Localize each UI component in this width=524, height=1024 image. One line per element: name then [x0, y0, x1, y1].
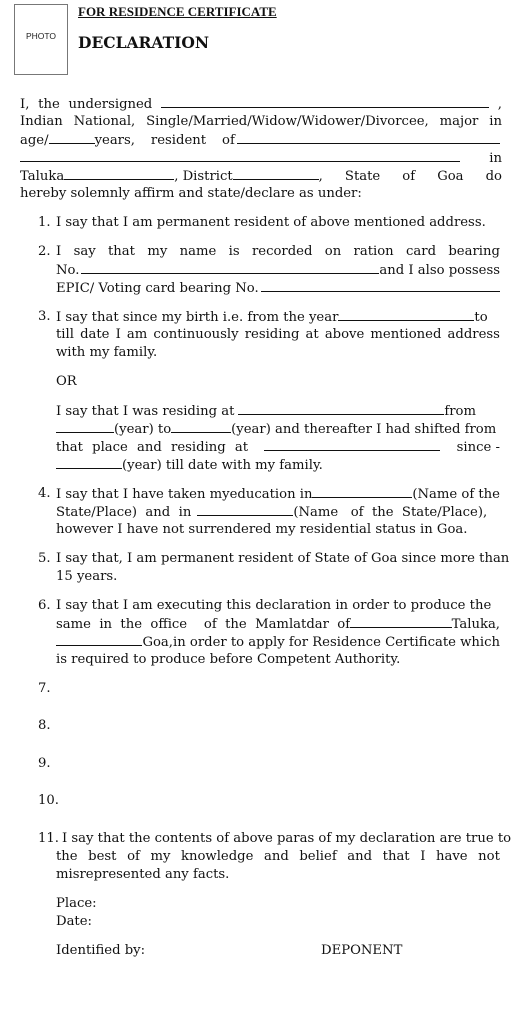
item-text: (year) till date with my family. [56, 456, 500, 474]
education-place-blank[interactable] [312, 485, 412, 498]
intro-line-1 [20, 95, 502, 113]
intro-text: resident [150, 133, 207, 148]
address-blank[interactable] [237, 131, 500, 144]
current-place-blank[interactable] [264, 438, 440, 451]
intro-line-3 [20, 131, 502, 149]
photo-label: PHOTO [25, 31, 57, 41]
item-text: I say that I have taken myeducation in (Name of the [56, 487, 500, 502]
item-number: 8. [38, 718, 51, 733]
item-text: the best of my knowledge and belief and that I have not [56, 849, 500, 864]
intro-text: State [344, 169, 381, 184]
item-text: I say that the contents of above paras of my declaration are true to [62, 831, 512, 846]
item-text: I say that I am executing this declaration in order to produce the [56, 598, 492, 613]
form-title: FOR RESIDENCE CERTIFICATE [78, 4, 277, 19]
intro-text: , [497, 97, 502, 112]
name-blank[interactable] [161, 95, 489, 108]
item-number: 2. [38, 244, 51, 259]
or-label: OR [56, 374, 77, 389]
item-text: I say that my name is recorded on ration card bearing [56, 244, 500, 259]
page-title: DECLARATION [78, 33, 210, 52]
intro-text: years, [94, 133, 135, 148]
item-number: 9. [38, 756, 51, 771]
date-label: Date: [56, 914, 92, 929]
declaration-item-8 [38, 717, 502, 735]
intro-text: Taluka [20, 169, 65, 184]
district-blank[interactable] [233, 167, 319, 180]
item-text: EPIC/ Voting card bearing No. [56, 279, 500, 297]
birth-year-blank[interactable] [338, 308, 474, 321]
epic-blank[interactable] [261, 279, 500, 292]
intro-text: do [485, 169, 502, 184]
item-text: Goa,in order to apply for Residence Certificate which [56, 633, 500, 651]
education-place-blank-2[interactable] [197, 503, 293, 516]
intro-text: Single/Married/Widow/Widower/Divorcee, [146, 114, 429, 129]
item-number: 3. [38, 309, 51, 324]
item-text: that place and residing at since - [56, 440, 500, 455]
intro-text: undersigned [68, 97, 153, 112]
item-text: I say that I am permanent resident of above mentioned address. [56, 215, 486, 230]
from-year-blank[interactable] [56, 420, 114, 433]
intro-text: major [439, 114, 479, 129]
intro-text: of [402, 169, 416, 184]
photo-box [14, 4, 68, 75]
item-text: misrepresented any facts. [56, 867, 230, 882]
intro-text: age/ [20, 133, 49, 148]
place-label: Place: [56, 896, 97, 911]
item-text: till date I am continuously residing at above mentioned address [56, 327, 500, 342]
intro-text: , [318, 169, 323, 184]
item-number: 4. [38, 486, 51, 501]
item-number: 5. [38, 551, 51, 566]
item-text: I say that, I am permanent resident of State of Goa since more than [56, 551, 510, 566]
declaration-item-9 [38, 755, 502, 773]
declaration-item-7 [38, 680, 502, 698]
item-text: I say that since my birth i.e. from the year to [56, 310, 488, 325]
intro-line-5 [20, 167, 502, 185]
intro-line-6: hereby solemnly affirm and state/declare as under: [20, 186, 362, 201]
intro-line-4 [20, 149, 502, 167]
deponent-label: DEPONENT [321, 943, 403, 958]
intro-text: I, [20, 97, 30, 112]
intro-text: in [489, 114, 502, 129]
taluka-blank[interactable] [64, 167, 174, 180]
since-year-blank[interactable] [56, 456, 122, 469]
item-text: same in the office of the Mamlatdar of Taluka, [56, 617, 500, 632]
intro-text: , District [174, 169, 233, 184]
intro-text: Goa [437, 169, 464, 184]
item-number: 10. [38, 793, 59, 808]
item-number: 7. [38, 681, 51, 696]
item-text: however I have not surrendered my residential status in Goa. [56, 522, 468, 537]
residing-at-blank[interactable] [238, 402, 444, 415]
item-text: 15 years. [56, 569, 118, 584]
mamlatdar-blank[interactable] [350, 615, 451, 628]
item-text: No. and I also possess [56, 263, 500, 278]
intro-text: in [489, 151, 502, 166]
identified-by-label: Identified by: [56, 943, 146, 958]
item-text: (year) to (year) and thereafter I had shifted from [56, 420, 500, 438]
item-text: is required to produce before Competent Authority. [56, 652, 401, 667]
intro-text: of [222, 133, 235, 148]
taluka-blank-2[interactable] [56, 633, 142, 646]
item-number: 1. [38, 215, 51, 230]
to-year-blank[interactable] [171, 420, 231, 433]
declaration-item-10 [38, 792, 502, 810]
item-text: I say that I was residing at from [56, 404, 477, 419]
intro-line-2 [20, 113, 502, 131]
intro-text: the [38, 97, 60, 112]
item-number: 6. [38, 598, 51, 613]
ration-card-blank[interactable] [81, 261, 379, 274]
intro-text: National, [73, 114, 136, 129]
intro-text: Indian [20, 114, 63, 129]
age-blank[interactable] [49, 131, 95, 144]
item-text: with my family. [56, 345, 158, 360]
item-text: State/Place) and in (Name of the State/Place), [56, 505, 488, 520]
address-blank-2[interactable] [20, 149, 460, 162]
item-number: 11. [38, 831, 59, 846]
